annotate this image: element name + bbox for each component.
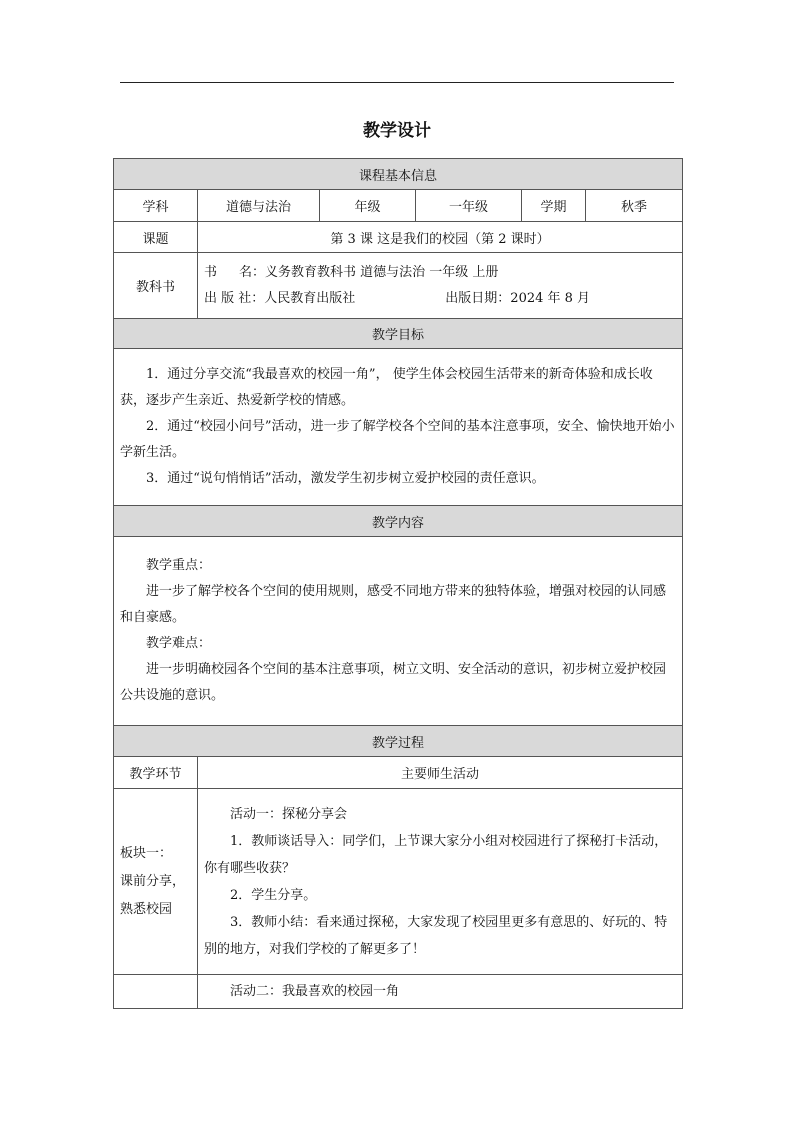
- pub-date-value: 2024 年 8 月: [510, 290, 591, 306]
- stage-column-header: 教学环节: [114, 757, 198, 789]
- block1-stage: [114, 789, 198, 975]
- topic-value: 第 3 课 这是我们的校园（第 2 课时）: [198, 222, 683, 253]
- book-name-line: [204, 260, 676, 286]
- objective-item: 2．通过“校园小问号”活动，进一步了解学校各个空间的基本注意事项，安全、愉快地开始小学新生活。: [120, 419, 675, 460]
- activity-title: 活动一：探秘分享会: [230, 806, 348, 822]
- content-header: 教学内容: [114, 506, 683, 537]
- objective-item: 3．通过“说句悄悄话”活动，激发学生初步树立爱护校园的责任意识。: [146, 471, 545, 486]
- book-name-prefix: 书: [204, 264, 218, 280]
- book-name-value: 义务教育教科书 道德与法治 一年级 上册: [265, 264, 499, 280]
- grade-label: 年级: [320, 190, 416, 222]
- objectives-header: 教学目标: [114, 319, 683, 349]
- key-point-label: 教学重点：: [146, 558, 212, 573]
- activity-title: 活动二：我最喜欢的校园一角: [230, 984, 400, 999]
- activity-column-header: 主要师生活动: [198, 757, 683, 789]
- pub-date-label: 出版日期：: [445, 290, 511, 306]
- publisher-value: 人民教育出版社: [264, 290, 356, 306]
- difficulty-text: 进一步明确校园各个空间的基本注意事项，树立文明、安全活动的意识，初步树立爱护校园公共设施的意识。: [120, 662, 667, 703]
- content-body: [114, 537, 683, 726]
- header-rule: [120, 82, 674, 83]
- objective-item: 1．通过分享交流“我最喜欢的校园一角”， 使学生体会校园生活带来的新奇体验和成长收获，逐步产生亲近、热爱新学校的情感。: [120, 367, 653, 408]
- subject-value: 道德与法治: [198, 190, 320, 222]
- key-point-text: 进一步了解学校各个空间的使用规则，感受不同地方带来的独特体验，增强对校园的认同感和自豪感。: [120, 584, 667, 625]
- textbook-label: 教科书: [114, 253, 198, 319]
- book-name-label: 名：: [239, 264, 266, 280]
- objectives-body: [114, 349, 683, 506]
- term-value: 秋季: [586, 190, 683, 222]
- publisher-label: 出 版 社：: [204, 290, 265, 306]
- difficulty-label: 教学难点：: [146, 636, 212, 651]
- textbook-info: [198, 253, 683, 319]
- activity-step: 3．教师小结：看来通过探秘，大家发现了校园里更多有意思的、好玩的、特别的地方，对我们学校的了解更多了！: [204, 914, 668, 957]
- block1-label-3: 熟悉校园: [120, 901, 173, 917]
- basic-info-header: 课程基本信息: [114, 159, 683, 190]
- publisher-line: [204, 286, 676, 312]
- block1-activities: [198, 789, 683, 975]
- process-header: 教学过程: [114, 726, 683, 757]
- activity-step: 1．教师谈话导入：同学们，上节课大家分小组对校园进行了探秘打卡活动，你有哪些收获？: [204, 833, 668, 876]
- block1-label-1: 板块一：: [120, 845, 173, 861]
- grade-value: 一年级: [416, 190, 522, 222]
- page-title: 教学设计: [363, 121, 431, 141]
- subject-label: 学科: [114, 190, 198, 222]
- block1-label-2: 课前分享，: [120, 873, 186, 889]
- activity-step: 2．学生分享。: [230, 887, 317, 903]
- block2-activities: [198, 975, 683, 1009]
- lesson-plan-table: [113, 158, 683, 1009]
- block2-stage: [114, 975, 198, 1009]
- term-label: 学期: [522, 190, 586, 222]
- topic-label: 课题: [114, 222, 198, 253]
